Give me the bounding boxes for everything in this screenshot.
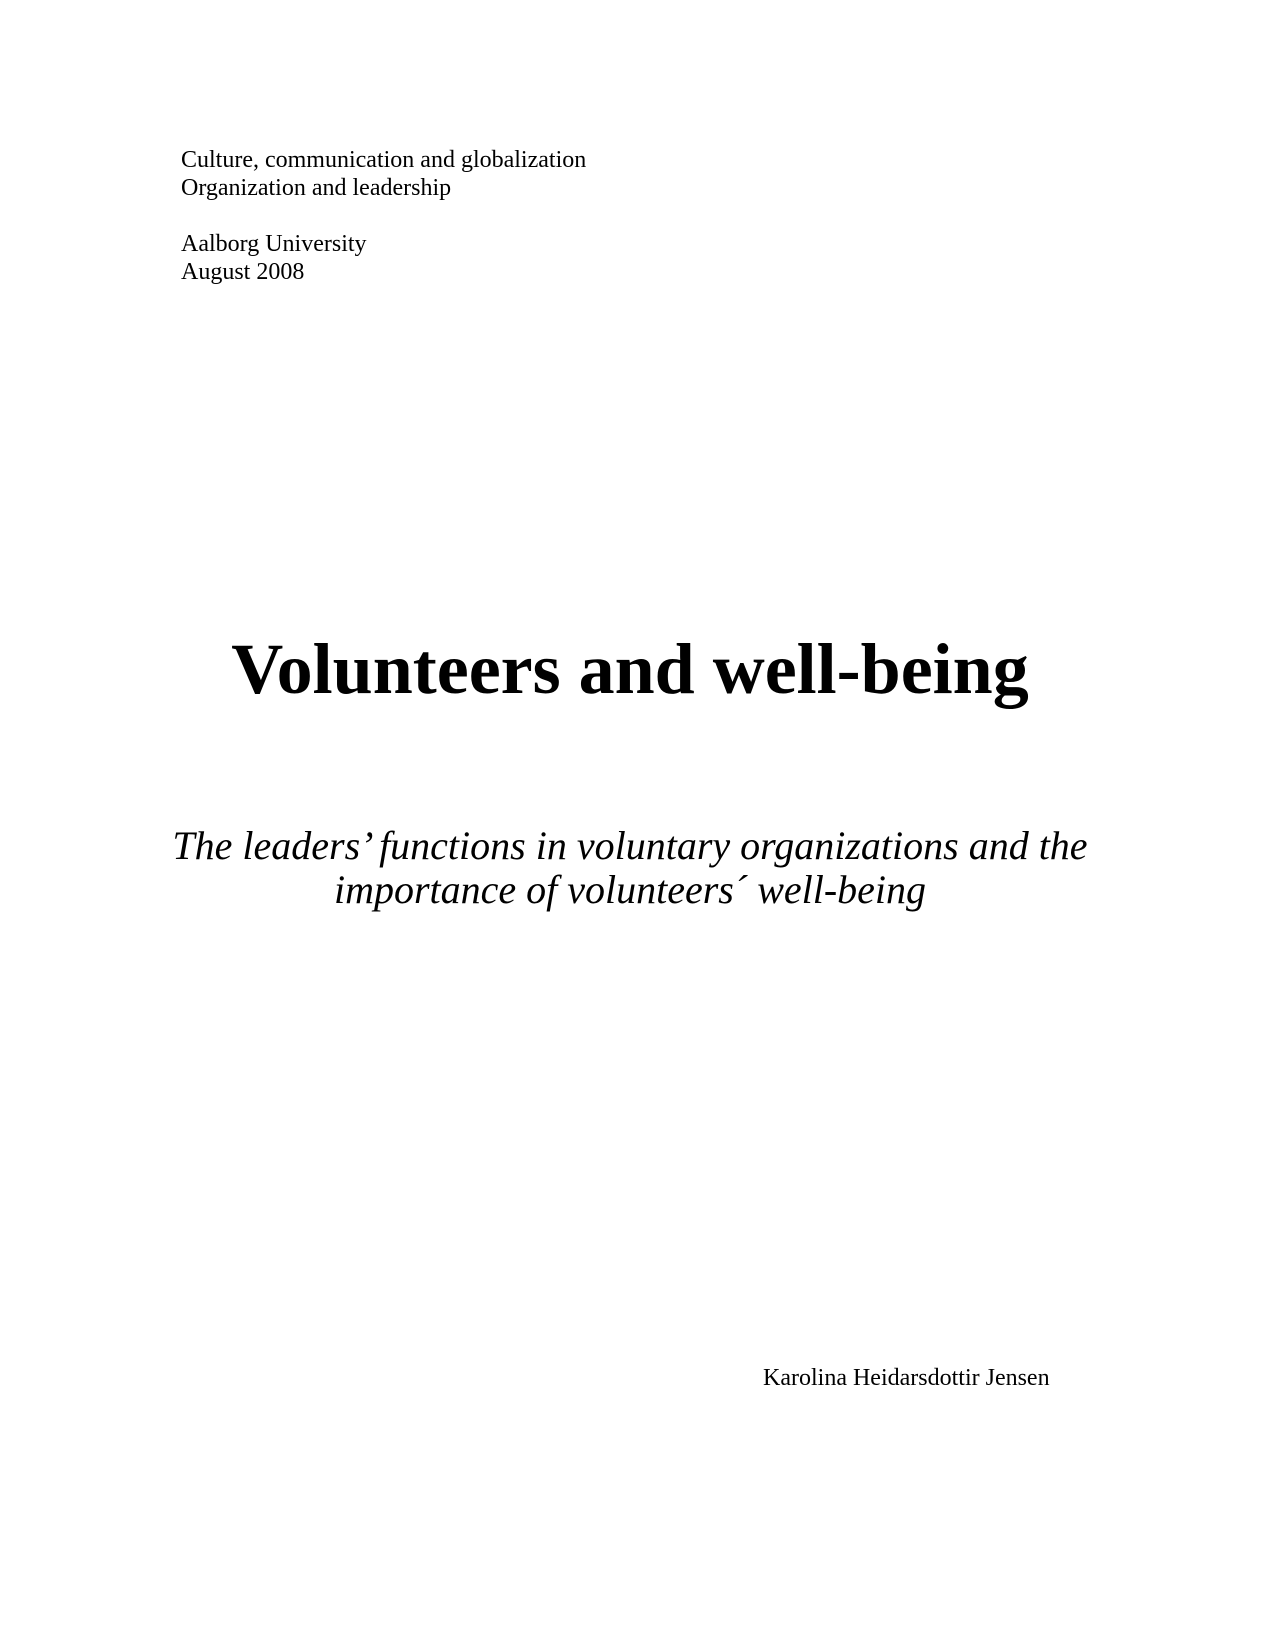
course-info-block bbox=[181, 146, 586, 286]
university-line: Aalborg University bbox=[181, 231, 367, 257]
document-subtitle bbox=[0, 824, 1260, 912]
blank-line bbox=[181, 202, 586, 230]
subtitle-line-1: The leaders’ functions in voluntary organizations and the bbox=[172, 823, 1088, 868]
course-line: Organization and leadership bbox=[181, 175, 452, 201]
author-name: Karolina Heidarsdottir Jensen bbox=[763, 1365, 1050, 1391]
date-line: August 2008 bbox=[181, 259, 305, 285]
document-title: Volunteers and well-being bbox=[231, 629, 1029, 709]
program-line: Culture, communication and globalization bbox=[181, 147, 587, 173]
subtitle-line-2: importance of volunteers´ well-being bbox=[333, 867, 927, 912]
